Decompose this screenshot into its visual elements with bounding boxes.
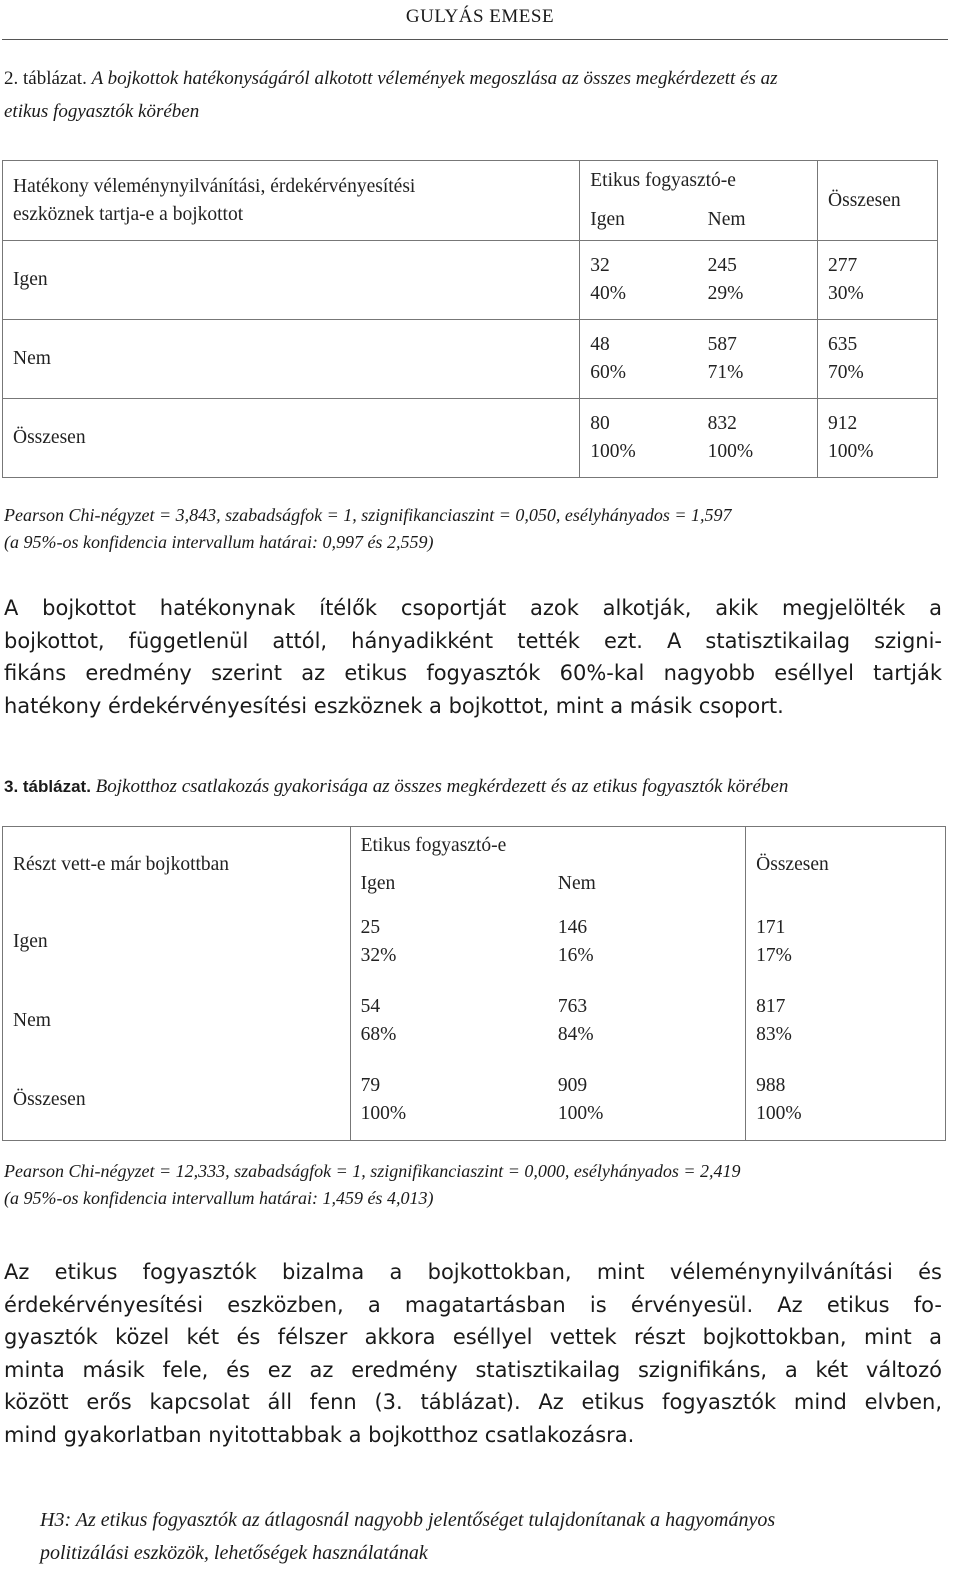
table2-cell: 635: [828, 334, 858, 355]
table3-row-label: Nem: [3, 982, 351, 1061]
table3-col-total: Összesen: [746, 827, 946, 903]
table3-cell: 17%: [756, 945, 792, 966]
table2-cell: 100%: [590, 441, 636, 462]
paragraph-line: fikáns eredmény szerint az etikus fogyasztók 60%-kal nagyobb eséllyel tartják: [4, 661, 942, 685]
table2-caption: [4, 62, 948, 128]
table3-cell: 100%: [557, 1103, 604, 1125]
table2-caption-text-1: A bojkottok hatékonyságáról alkotott vélemények megoszlása az összes megkérdezett és az: [91, 68, 778, 89]
table2-note-line-2: (a 95%-os konfidencia intervallum határai: 0,997 és 2,559): [4, 532, 434, 552]
table3-cell: 84%: [557, 1024, 594, 1045]
table2-col-nem: Nem: [698, 201, 818, 241]
table2-cell: 40%: [590, 283, 626, 304]
paragraph-line: között erős kapcsolat áll fenn (3. táblázat). Az etikus fogyasztók mind elvben,: [4, 1390, 942, 1414]
paragraph-line: bojkottot, függetlenül attól, hányadikként tették ezt. A statisztikailag szigni-: [4, 628, 942, 653]
table3-col-igen: Igen: [350, 865, 548, 903]
table-row: [3, 399, 938, 478]
paragraph-line: gyasztók közel két és félszer akkora eséllyel vettek részt bojkottokban, mint a: [4, 1325, 942, 1349]
table2-row-label: Igen: [3, 241, 580, 320]
table3-cell: 909: [557, 1075, 588, 1097]
running-head: GULYÁS EMESE: [405, 6, 555, 27]
table2-cell: 80: [590, 413, 610, 434]
table3-caption-label: 3. táblázat.: [4, 777, 91, 796]
table3-cell: 68%: [360, 1024, 397, 1045]
table3-note-line-1: Pearson Chi-négyzet = 12,333, szabadságfok = 1, szignifikanciaszint = 0,000, esélyhányados = 2,419: [4, 1161, 741, 1181]
table2-cell: 832: [707, 413, 737, 434]
table-row: [3, 241, 938, 320]
table2-cell: 912: [828, 413, 858, 434]
table3-cell: 16%: [557, 945, 594, 966]
paragraph-line: érdekérvényesítési eszközben, a magatartásban is érvényesül. Az etikus fo-: [4, 1292, 942, 1317]
table3-cell: 25: [360, 917, 381, 938]
table2-cell: 70%: [828, 362, 864, 383]
table3: [2, 826, 946, 1141]
table2-cell: 587: [707, 334, 737, 355]
hypothesis-h3: [40, 1504, 940, 1570]
table3-caption-text: Bojkotthoz csatlakozás gyakorisága az összes megkérdezett és az etikus fogyasztók körében: [95, 776, 789, 797]
header-rule: [2, 39, 948, 40]
table3-cell: 171: [756, 917, 786, 938]
table3-col-nem: Nem: [548, 865, 746, 903]
table2-row-label: Nem: [3, 320, 580, 399]
table3-group-header: Etikus fogyasztó-e: [350, 827, 746, 865]
table2-col-igen: Igen: [580, 201, 698, 241]
table2-group-header: Etikus fogyasztó-e: [580, 161, 818, 201]
table2-row-label: Összesen: [3, 399, 580, 478]
hypothesis-line: H3: Az etikus fogyasztók az átlagosnál nagyobb jelentőséget tulajdonítanak a hagyományos: [40, 1509, 776, 1531]
table2-col-total: Összesen: [818, 161, 938, 241]
table3-cell: 146: [557, 917, 588, 938]
table2-cell: 48: [590, 334, 610, 355]
table3-row-label: Igen: [3, 903, 351, 982]
paragraph-line: mind gyakorlatban nyitottabbak a bojkotthoz csatlakozásra.: [4, 1422, 635, 1447]
table3-row-header: Részt vett-e már bojkottban: [3, 827, 351, 903]
table2-cell: 100%: [707, 441, 754, 462]
table3-cell: 32%: [360, 945, 397, 966]
paragraph-line: hatékony érdekérvényesítési eszköznek a bojkottot, mint a másik csoport.: [4, 693, 784, 718]
table3-cell: 763: [557, 996, 588, 1017]
body-paragraph-2: [4, 1256, 942, 1451]
table2-row-header-line-2: eszköznek tartja-e a bojkottot: [13, 203, 244, 225]
table2-cell: 29%: [707, 283, 744, 304]
table3-cell: 54: [360, 996, 381, 1017]
paragraph-line: Az etikus fogyasztók bizalma a bojkottokban, mint véleménynyilvánítási és: [4, 1260, 942, 1284]
table2-caption-text-2: etikus fogyasztók körében: [4, 101, 200, 122]
table3-cell: 988: [756, 1075, 786, 1097]
table3-cell: 100%: [756, 1103, 802, 1125]
table2-cell: 60%: [590, 362, 626, 383]
table2-row-header: [3, 161, 580, 241]
table2-note-line-1: Pearson Chi-négyzet = 3,843, szabadságfok = 1, szignifikanciaszint = 0,050, esélyhányados = 1,597: [4, 505, 732, 525]
table2-cell: 245: [707, 255, 737, 276]
table3-cell: 817: [756, 996, 786, 1017]
table2-cell: 32: [590, 255, 610, 276]
table-row: [3, 982, 946, 1061]
table2-cell: 30%: [828, 283, 864, 304]
table3-cell: 83%: [756, 1024, 792, 1045]
table3-row-label: Összesen: [3, 1061, 351, 1141]
table2-cell: 277: [828, 255, 858, 276]
table3-caption: [4, 770, 948, 803]
body-paragraph-1: [4, 592, 942, 722]
table-row: [3, 903, 946, 982]
table3-cell: 79: [360, 1075, 381, 1097]
table3-note-line-2: (a 95%-os konfidencia intervallum határai: 1,459 és 4,013): [4, 1188, 434, 1208]
table3-cell: 100%: [360, 1103, 407, 1125]
paragraph-line: A bojkottot hatékonynak ítélők csoportját azok alkotják, akik megjelölték a: [4, 596, 942, 620]
table-row: [3, 320, 938, 399]
paragraph-line: minta másik fele, és ez az eredmény statisztikailag szignifikáns, a két változó: [4, 1357, 942, 1382]
table2-note: [4, 502, 948, 556]
table3-note: [4, 1158, 948, 1212]
table2: [2, 160, 938, 478]
table2-cell: 100%: [828, 441, 874, 462]
table2-row-header-line-1: Hatékony véleménynyilvánítási, érdekérvényesítési: [13, 175, 416, 197]
table2-caption-label: 2. táblázat.: [4, 68, 87, 89]
hypothesis-line: politizálási eszközök, lehetőségek használatának: [40, 1542, 428, 1564]
table2-cell: 71%: [707, 362, 744, 383]
table-row: [3, 1061, 946, 1141]
